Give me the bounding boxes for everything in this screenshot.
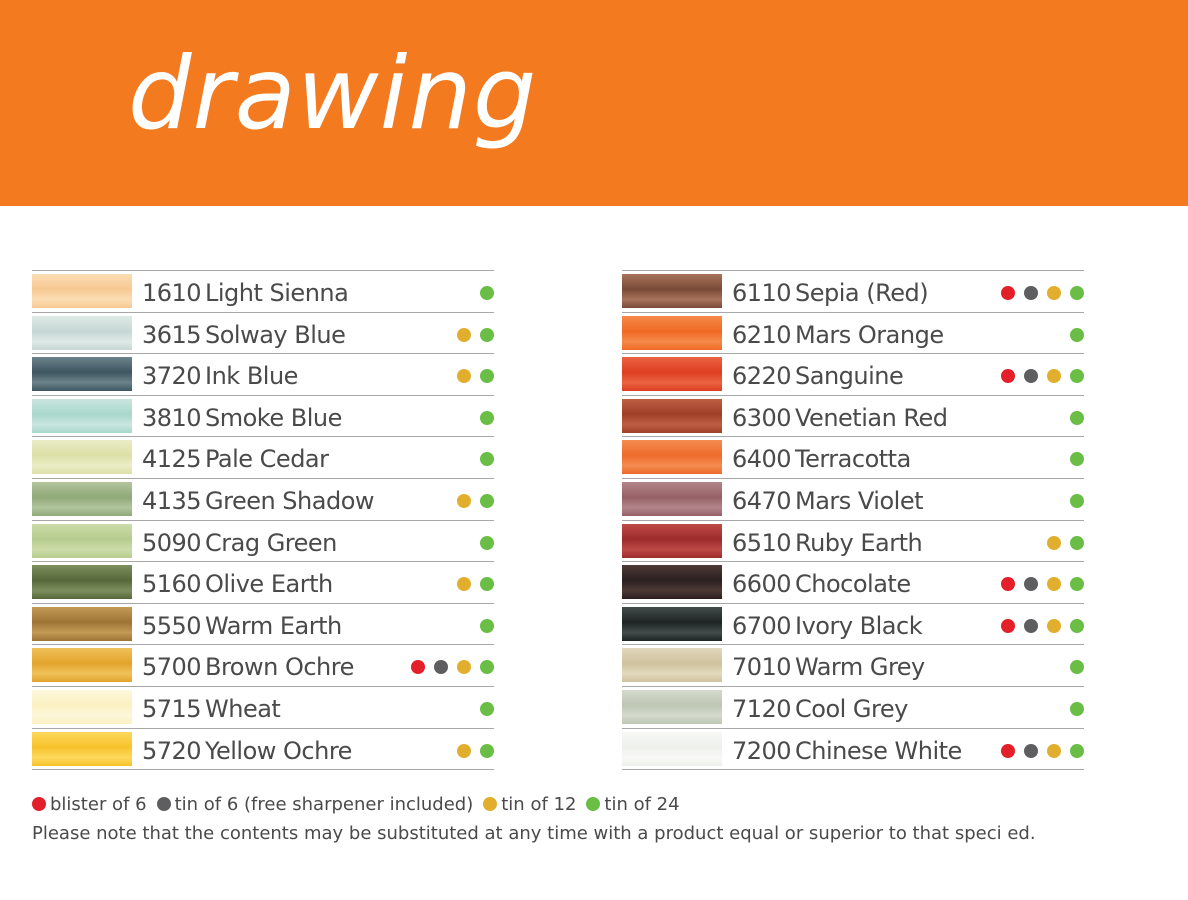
green-dot-icon [1070,660,1084,674]
color-swatch [622,274,722,308]
legend-label: tin of 12 [501,794,577,815]
availability-dots [404,369,494,383]
red-dot-icon [1001,369,1015,383]
color-name: Crag Green [205,528,337,557]
availability-dots [994,619,1084,633]
legend-item [157,792,474,818]
green-dot-icon [1070,286,1084,300]
legend-label: tin of 24 [604,794,680,815]
yellow-dot-icon [1047,619,1061,633]
green-dot-icon [586,797,600,811]
color-name: Venetian Red [795,403,948,432]
availability-dots [994,411,1084,425]
color-code: 7010 [732,653,792,682]
page-title: drawing [128,35,538,152]
color-swatch [622,732,722,766]
color-code: 6600 [732,570,792,599]
color-swatch [622,357,722,391]
red-dot-icon [1001,744,1015,758]
availability-dots [994,536,1084,550]
color-code: 5715 [142,694,202,723]
color-row [32,353,494,395]
color-swatch [32,732,132,766]
green-dot-icon [480,369,494,383]
color-list-right [622,270,1084,770]
color-code: 3810 [142,403,202,432]
color-row [32,520,494,562]
availability-dots [994,660,1084,674]
color-row [622,686,1084,728]
grey-dot-icon [1024,369,1038,383]
availability-dots [994,286,1084,300]
color-swatch [32,565,132,599]
color-name: Terracotta [795,445,911,474]
header-banner [0,0,1188,206]
green-dot-icon [1070,702,1084,716]
color-swatch [32,440,132,474]
color-row [622,478,1084,520]
availability-dots [994,744,1084,758]
availability-dots [994,702,1084,716]
legend-item [586,792,679,818]
green-dot-icon [480,577,494,591]
color-swatch [32,274,132,308]
color-code: 6300 [732,403,792,432]
yellow-dot-icon [457,369,471,383]
green-dot-icon [480,452,494,466]
yellow-dot-icon [1047,369,1061,383]
green-dot-icon [480,660,494,674]
color-row [32,644,494,686]
color-name: Ink Blue [205,362,298,391]
availability-dots [404,494,494,508]
color-name: Wheat [205,694,281,723]
color-row [32,561,494,603]
color-code: 6210 [732,320,792,349]
color-swatch [32,690,132,724]
color-swatch [622,316,722,350]
color-name: Brown Ochre [205,653,354,682]
color-code: 3615 [142,320,202,349]
color-swatch [622,607,722,641]
color-row [32,395,494,437]
color-row [622,395,1084,437]
color-code: 6400 [732,445,792,474]
grey-dot-icon [1024,744,1038,758]
availability-dots [404,286,494,300]
color-swatch [32,482,132,516]
yellow-dot-icon [457,660,471,674]
green-dot-icon [1070,536,1084,550]
color-name: Mars Violet [795,486,923,515]
green-dot-icon [1070,411,1084,425]
availability-dots [994,369,1084,383]
legend-item [32,792,147,818]
color-row [32,270,494,312]
green-dot-icon [480,328,494,342]
color-row [622,561,1084,603]
color-swatch [622,524,722,558]
color-name: Yellow Ochre [205,736,352,765]
color-row [32,478,494,520]
yellow-dot-icon [1047,536,1061,550]
color-code: 5550 [142,611,202,640]
color-swatch [622,399,722,433]
color-code: 5090 [142,528,202,557]
color-swatch [32,316,132,350]
green-dot-icon [480,619,494,633]
green-dot-icon [1070,577,1084,591]
color-code: 4125 [142,445,202,474]
color-row [32,312,494,354]
color-swatch [622,690,722,724]
availability-dots [994,452,1084,466]
color-row [622,644,1084,686]
color-name: Solway Blue [205,320,346,349]
color-code: 6220 [732,362,792,391]
color-swatch [622,565,722,599]
color-row [622,728,1084,771]
color-name: Chinese White [795,736,962,765]
availability-dots [404,411,494,425]
availability-dots [404,619,494,633]
color-name: Ivory Black [795,611,923,640]
color-code: 6110 [732,279,792,307]
green-dot-icon [480,744,494,758]
legend-label: blister of 6 [50,794,147,815]
yellow-dot-icon [457,744,471,758]
disclaimer-note: Please note that the contents may be substituted at any time with a product equal or superior to that speci ed. [32,823,1036,844]
green-dot-icon [1070,494,1084,508]
color-code: 1610 [142,279,202,307]
green-dot-icon [480,536,494,550]
color-swatch [622,440,722,474]
color-code: 3720 [142,362,202,391]
color-swatch [32,648,132,682]
color-code: 4135 [142,486,202,515]
color-list-left [32,270,494,770]
color-name: Sanguine [795,362,904,391]
legend-item [483,792,576,818]
color-name: Olive Earth [205,570,333,599]
color-row [622,312,1084,354]
color-code: 5700 [142,653,202,682]
yellow-dot-icon [457,328,471,342]
red-dot-icon [32,797,46,811]
green-dot-icon [480,411,494,425]
availability-dots [404,660,494,674]
red-dot-icon [1001,577,1015,591]
yellow-dot-icon [1047,744,1061,758]
color-row [622,520,1084,562]
color-code: 5720 [142,736,202,765]
availability-dots [994,494,1084,508]
color-code: 6700 [732,611,792,640]
color-name: Green Shadow [205,486,375,515]
red-dot-icon [1001,286,1015,300]
color-name: Cool Grey [795,694,908,723]
color-swatch [32,607,132,641]
green-dot-icon [480,494,494,508]
grey-dot-icon [157,797,171,811]
color-name: Warm Grey [795,653,925,682]
color-code: 6510 [732,528,792,557]
grey-dot-icon [434,660,448,674]
color-code: 5160 [142,570,202,599]
color-swatch [32,524,132,558]
green-dot-icon [1070,452,1084,466]
legend [32,792,690,818]
color-swatch [622,648,722,682]
color-row [622,436,1084,478]
color-row [32,728,494,771]
green-dot-icon [480,702,494,716]
color-row [32,603,494,645]
grey-dot-icon [1024,577,1038,591]
legend-label: tin of 6 (free sharpener included) [174,794,474,815]
color-code: 6470 [732,486,792,515]
color-name: Mars Orange [795,320,944,349]
grey-dot-icon [1024,619,1038,633]
yellow-dot-icon [457,577,471,591]
availability-dots [994,577,1084,591]
color-row [622,353,1084,395]
color-name: Warm Earth [205,611,342,640]
color-swatch [32,357,132,391]
color-code: 7120 [732,694,792,723]
red-dot-icon [1001,619,1015,633]
green-dot-icon [1070,744,1084,758]
color-row [32,436,494,478]
color-name: Light Sienna [205,279,349,307]
green-dot-icon [1070,328,1084,342]
availability-dots [404,744,494,758]
color-swatch [32,399,132,433]
availability-dots [404,328,494,342]
color-row [622,270,1084,312]
green-dot-icon [1070,619,1084,633]
yellow-dot-icon [457,494,471,508]
availability-dots [994,328,1084,342]
availability-dots [404,577,494,591]
yellow-dot-icon [1047,286,1061,300]
color-name: Ruby Earth [795,528,923,557]
yellow-dot-icon [483,797,497,811]
color-code: 7200 [732,736,792,765]
green-dot-icon [1070,369,1084,383]
color-row [32,686,494,728]
yellow-dot-icon [1047,577,1061,591]
grey-dot-icon [1024,286,1038,300]
availability-dots [404,452,494,466]
red-dot-icon [411,660,425,674]
color-swatch [622,482,722,516]
color-name: Sepia (Red) [795,279,929,307]
availability-dots [404,536,494,550]
color-name: Chocolate [795,570,911,599]
green-dot-icon [480,286,494,300]
color-name: Pale Cedar [205,445,329,474]
color-row [622,603,1084,645]
availability-dots [404,702,494,716]
color-name: Smoke Blue [205,403,342,432]
